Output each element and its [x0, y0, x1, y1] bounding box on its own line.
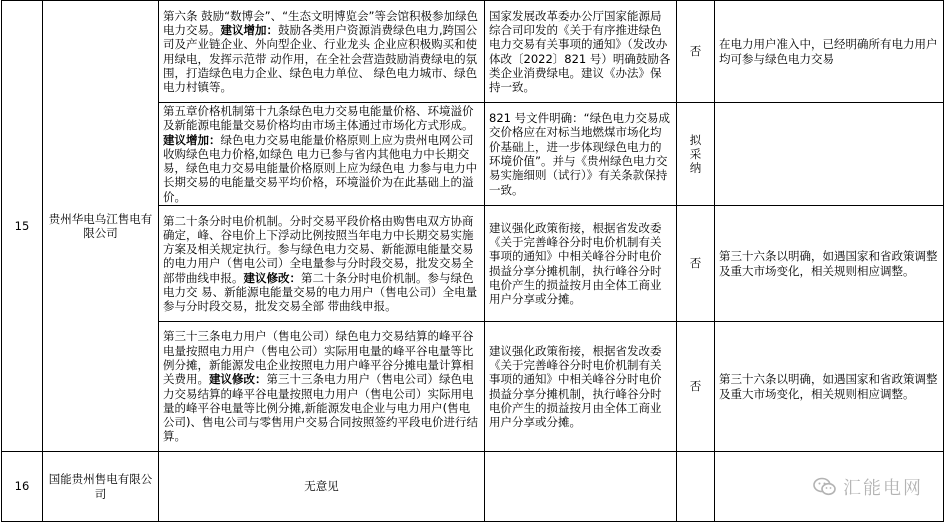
- opinion-reason: 建议强化政策衔接，根据省发改委《关于完善峰谷分时电价机制有关事项的通知》中相关峰谷分时电价损益分享分摊机制，执行峰谷分时电价产生的损益按月由全体工商业用户分享或分摊。: [485, 206, 677, 322]
- unit-name: 贵州华电乌江售电有限公司: [43, 1, 159, 452]
- opinion-content: 无意见: [159, 452, 485, 522]
- opinion-content: 第五章价格机制第十九条绿色电力交易电能量价格、环境溢价及新能源电能量交易价格均由市场主体通过市场化方式形成。建议增加：绿色电力交易电能量价格原则上应为贵州电网公司收购绿色电力价格,如绿色 电力已参与省内其他电力中长期交易，绿色电力交易电能量价格原则上应为绿色电 力参与电力中长期交易的电能量交易平均价格，环境溢价为在此基础上的溢价。: [159, 103, 485, 206]
- handling-note: [715, 103, 944, 206]
- watermark-text: 汇能电网: [843, 478, 923, 499]
- adoption-status: 否: [677, 206, 715, 322]
- table-row: [2, 452, 944, 522]
- opinion-content: 第二十条分时电价机制。分时交易平段价格由购售电双方协商确定，峰、谷电价上下浮动比例按照当年电力中长期交易实施方案及相关规定执行。参与绿色电力交易、新能源电能量交易的电力用户（售电公司）全电量参与分时段交易，批发交易全部带曲线申报。建议修改：第二十条分时电价机制。参与绿色电力交 易、新能源电能量交易的电力用户（售电公司）全电量参与分时段交易，批发交易全部 带曲线申报。: [159, 206, 485, 322]
- opinion-content: 第三十三条电力用户（售电公司）绿色电力交易结算的峰平谷电量按照电力用户（售电公司）实际用电量的峰平谷电量等比例分摊，新能源发电企业按照电力用户峰平谷分摊电量计算相关费用。建议修改：第三十三条电力用户（售电公司）绿色电力交易结算的峰平谷电量按照电力用户（售电公司）实际用电量的峰平谷电量等比例分摊,新能源发电企业与电力用户(售电公司)、售电公司与零售用户交易合同按照签约平段电价进行结算。: [159, 322, 485, 452]
- opinion-reason: 821 号文件明确：“绿色电力交易成交价格应在对标当地燃煤市场化均价基础上，进一步体现绿色电力的环境价值”。并与《贵州绿色电力交易实施细则（试行）》有关条款保持一致。: [485, 103, 677, 206]
- adoption-status: 否: [677, 322, 715, 452]
- adoption-status: [677, 452, 715, 522]
- handling-note: 第三十六条以明确，如遇国家和省政策调整及重大市场变化，相关规则相应调整。: [715, 322, 944, 452]
- handling-note: 第三十六条以明确，如遇国家和省政策调整及重大市场变化，相关规则相应调整。: [715, 206, 944, 322]
- opinion-reason: [485, 452, 677, 522]
- opinion-reason: 建议强化政策衔接，根据省发改委《关于完善峰谷分时电价机制有关事项的通知》中相关峰谷分时电价损益分享分摊机制，执行峰谷分时电价产生的损益按月由全体工商业用户分享或分摊。: [485, 322, 677, 452]
- opinion-reason: 国家发展改革委办公厅国家能源局综合司印发的《关于有序推进绿色电力交易有关事项的通知》（发改办体改〔2022〕821 号）明确鼓励各类企业消费绿电。建议《办法》保持一致。: [485, 1, 677, 103]
- wechat-icon: [813, 477, 837, 497]
- row-number: 16: [2, 452, 43, 522]
- adoption-status: 拟 采 纳: [677, 103, 715, 206]
- handling-note: 在电力用户准入中，已经明确所有电力用户均可参与绿色电力交易: [715, 1, 944, 103]
- watermark: [813, 474, 923, 500]
- table-row: [2, 1, 944, 103]
- adoption-status: 否: [677, 1, 715, 103]
- opinion-content: 第六条 鼓励“数博会”、“生态文明博览会”等会馆积极参加绿色电力交易。建议增加：鼓励各类用户资源消费绿色电力,跨国公司及产业链企业、外向型企业、行业龙头 企业应积极购买和使用绿电，发挥示范带 动作用，在全社会营造鼓励消费绿电的氛 围，打造绿色电力企业、绿色电力单位、 绿色电力城市、绿色电力村镇等。: [159, 1, 485, 103]
- row-number: 15: [2, 1, 43, 452]
- unit-name: 国能贵州售电有限公司: [43, 452, 159, 522]
- opinion-table: [1, 0, 944, 522]
